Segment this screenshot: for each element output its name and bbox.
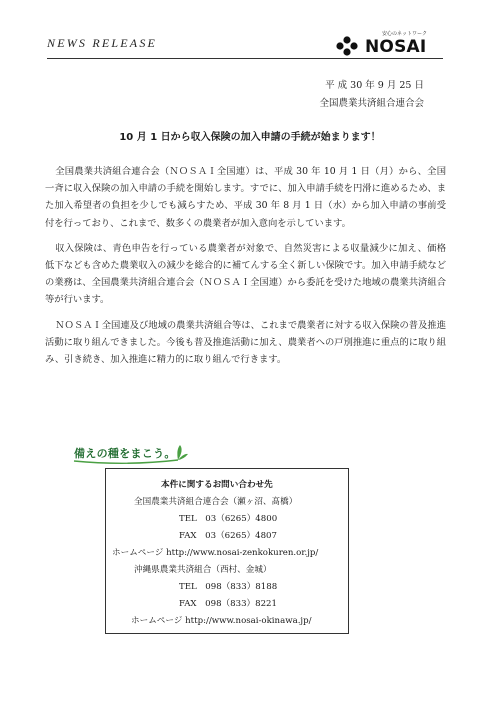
logo-text: NOSAI: [365, 37, 427, 57]
issuing-organization: 全国農業共済組合連合会: [319, 98, 424, 109]
campaign-slogan: 備えの種をまこう。: [74, 447, 176, 460]
contact-box: [105, 468, 349, 634]
campaign-banner: [72, 442, 192, 464]
contact-tel-2: TEL 098（833）8188: [179, 582, 278, 592]
body-text: [45, 163, 446, 376]
headline: 10 月 1 日から収入保険の加入申請の手続が始まります！: [119, 132, 381, 143]
paragraph-2: 収入保険は、青色申告を行っている農業者が対象で、自然災害による収量減少に加え、価格低下なども含めた農業収入の減少を総合的に補てんする全く新しい保険です。加入申請手続などの業務は、全国農業共済組合連合会（ＮＯＳＡＩ全国連）から委託を受けた地域の農業共済組合等が行います。: [45, 242, 446, 306]
contact-title: 本件に関するお問い合わせ先: [161, 480, 273, 490]
contact-org-2: 沖縄県農業共済組合（西村、金城）: [134, 565, 272, 575]
news-release-label: NEWS RELEASE: [47, 36, 158, 50]
nosai-logo[interactable]: [332, 30, 442, 58]
contact-org-1: 全国農業共済組合連合会（瀬ヶ沼、髙橋）: [134, 497, 298, 507]
contact-fax-1: FAX 03（6265）4807: [179, 531, 277, 541]
header-divider: [47, 58, 443, 59]
release-date: 平 成 30 年 9 月 25 日: [325, 80, 424, 91]
contact-fax-2: FAX 098（833）8221: [179, 599, 277, 609]
logo-tagline: 安心のネットワーク: [382, 31, 428, 37]
contact-web-2[interactable]: ホームページ http://www.nosai-okinawa.jp/: [131, 616, 312, 626]
paragraph-3: ＮＯＳＡＩ全国連及び地域の農業共済組合等は、これまで農業者に対する収入保険の普及推進活動に取り組んできました。今後も普及推進活動に加え、農業者への戸別推進に重点的に取り組み、引き続き、加入推進に精力的に取り組んで行きます。: [45, 319, 446, 366]
contact-tel-1: TEL 03（6265）4800: [179, 514, 278, 524]
date-block: [319, 77, 424, 113]
header: [47, 30, 442, 58]
contact-web-1[interactable]: ホームページ http://www.nosai-zenkokuren.or.jp/: [112, 548, 319, 558]
nosai-logo-mark-icon: [332, 36, 362, 58]
paragraph-1: 全国農業共済組合連合会（ＮＯＳＡＩ全国連）は、平成 30 年 10 月 1 日（月）から、全国一斉に収入保険の加入申請の手続を開始します。すでに、加入申請手続を円滑に進めるため、また加入希望者の負担を少しでも減らすため、平成 30 年 8 月 1 日（水）から加入申請の事前受付を行っており、これまで、数多くの農業者が加入意向を示しています。: [45, 166, 446, 229]
